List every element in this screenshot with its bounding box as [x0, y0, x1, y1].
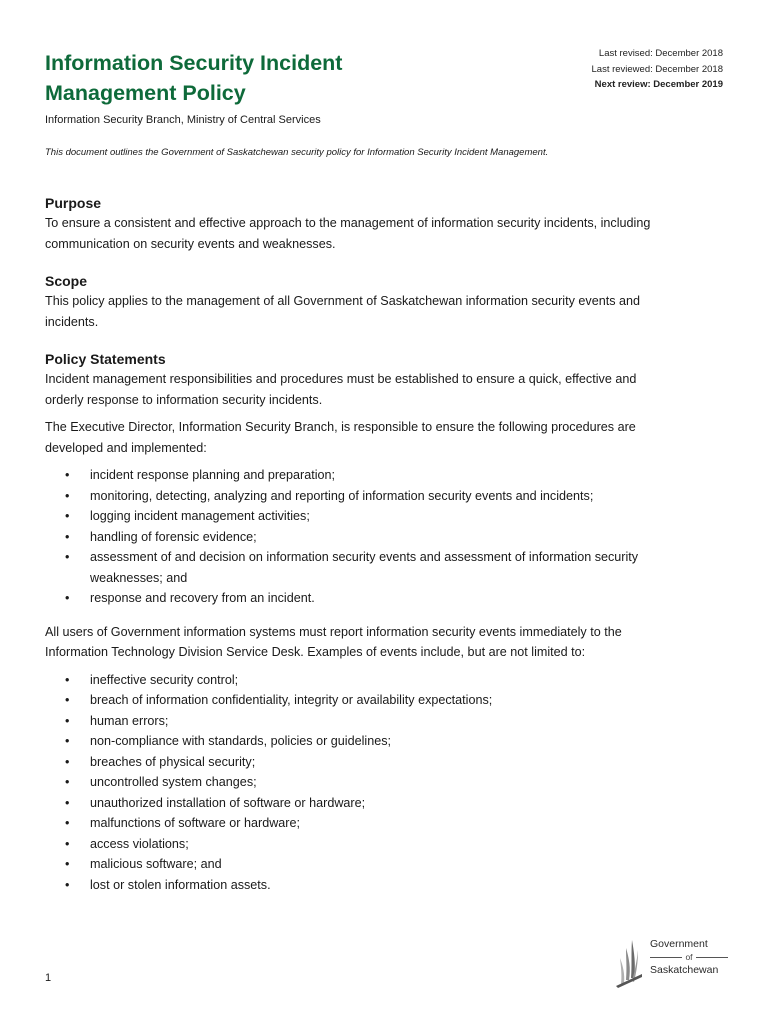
bullet-icon: •: [65, 816, 70, 830]
purpose-line-2: communication on security events and weaknesses.: [45, 236, 336, 251]
scope-heading: Scope: [45, 273, 88, 289]
bullet-icon: •: [65, 488, 70, 503]
list-item: • response and recovery from an incident.: [45, 588, 725, 609]
list-item-continuation: weaknesses; and: [90, 570, 188, 585]
policy-para-3-line-2: Information Technology Division Service Desk. Examples of events include, but are not limited to:: [45, 645, 586, 659]
bullet-icon: •: [65, 857, 70, 871]
logo-rule-left: [650, 957, 682, 958]
bullet-icon: •: [65, 775, 70, 789]
bullet-icon: •: [65, 509, 70, 523]
list-item: • malicious software; and: [45, 854, 725, 875]
list-item: • logging incident management activities;: [45, 506, 725, 527]
purpose-heading: Purpose: [45, 195, 102, 211]
list-item: • human errors;: [45, 711, 725, 732]
list-item: • assessment of and decision on information security events and assessment of information security: [45, 547, 725, 568]
bullet-icon: •: [65, 591, 70, 605]
logo-rule-right: [696, 957, 728, 958]
bullet-icon: •: [65, 713, 70, 728]
bullet-icon: •: [65, 550, 70, 564]
bullet-icon: •: [65, 877, 70, 892]
bullet-icon: •: [65, 468, 70, 482]
bullet-icon: •: [65, 836, 70, 851]
purpose-section: [45, 193, 725, 254]
bullet-icon: •: [65, 754, 70, 769]
list-item: • ineffective security control;: [45, 670, 725, 691]
policy-section: [45, 349, 725, 895]
events-list: [45, 670, 725, 896]
logo-of-row: [650, 951, 728, 964]
list-item: • non-compliance with standards, policies or guidelines;: [45, 731, 725, 752]
bullet-icon: •: [65, 693, 70, 707]
bullet-icon: •: [65, 529, 70, 544]
list-item: • lost or stolen information assets.: [45, 875, 725, 896]
subtitle: Information Security Branch, Ministry of Central Services: [45, 114, 321, 126]
list-item: • breach of information confidentiality, integrity or availability expectations;: [45, 690, 725, 711]
logo-line-saskatchewan: Saskatchewan: [650, 964, 719, 976]
list-item: • access violations;: [45, 834, 725, 855]
page-number: 1: [45, 972, 52, 984]
scope-line-1: This policy applies to the management of all Government of Saskatchewan information security events and: [45, 294, 641, 308]
policy-para-1-line-2: orderly response to information security incidents.: [45, 392, 323, 407]
last-reviewed: Last reviewed: December 2018: [591, 63, 723, 75]
list-item: • handling of forensic evidence;: [45, 527, 725, 548]
revision-info: [592, 46, 724, 93]
logo-line-of: of: [685, 952, 693, 962]
purpose-line-1: To ensure a consistent and effective approach to the management of information security incidents, including: [45, 216, 651, 230]
next-review: Next review: December 2019: [594, 79, 723, 90]
policy-para-3-line-1: All users of Government information systems must report information security events immediately to the: [45, 624, 622, 639]
policy-para-2-line-1: The Executive Director, Information Security Branch, is responsible to ensure the following procedures are: [45, 420, 636, 434]
policy-para-2-line-2: developed and implemented:: [45, 440, 207, 455]
page-title: [45, 48, 405, 108]
title-line-2: Management Policy: [45, 81, 246, 105]
policy-heading: Policy Statements: [45, 351, 166, 367]
title-line-1: Information Security Incident: [45, 51, 343, 75]
list-item: • malfunctions of software or hardware;: [45, 813, 725, 834]
list-item: • monitoring, detecting, analyzing and reporting of information security events and incidents;: [45, 486, 725, 507]
scope-section: [45, 271, 725, 332]
scope-line-2: incidents.: [45, 314, 99, 329]
list-item: • incident response planning and preparation;: [45, 465, 725, 486]
government-of-saskatchewan-logo: [612, 938, 727, 992]
last-revised: Last revised: December 2018: [598, 48, 723, 59]
intro-text: This document outlines the Government of Saskatchewan security policy for Information Security Incident Management.: [45, 147, 549, 158]
bullet-icon: •: [65, 672, 70, 687]
logo-text: [650, 938, 728, 977]
logo-line-government: Government: [650, 938, 708, 950]
wheat-sheaf-icon: [612, 938, 648, 992]
bullet-icon: •: [65, 734, 70, 748]
list-item: • breaches of physical security;: [45, 752, 725, 773]
list-item: • unauthorized installation of software or hardware;: [45, 793, 725, 814]
procedures-list: [45, 465, 725, 609]
list-item: • uncontrolled system changes;: [45, 772, 725, 793]
bullet-icon: •: [65, 795, 70, 810]
policy-para-1-line-1: Incident management responsibilities and procedures must be established to ensure a quick, effective and: [45, 372, 637, 386]
